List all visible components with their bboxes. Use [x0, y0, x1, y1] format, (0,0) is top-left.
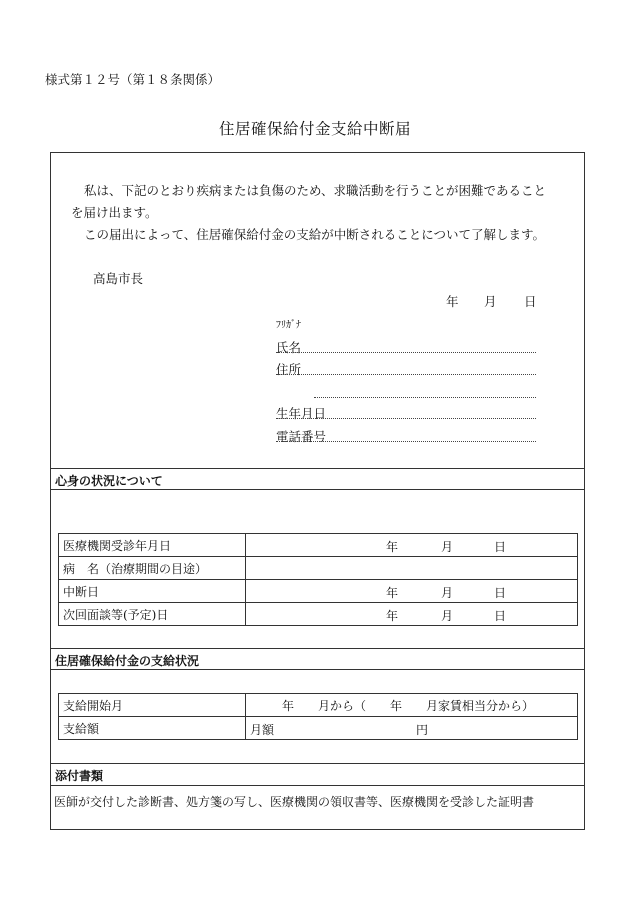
address-field[interactable]: [276, 374, 536, 375]
health-row-value[interactable]: [246, 603, 578, 626]
table-row: [59, 557, 578, 580]
divider: [51, 468, 584, 469]
submit-month-label: 月: [484, 294, 497, 309]
section-attachments-title: 添付書類: [55, 769, 104, 783]
health-row-label: 病 名（治療期間の目途）: [59, 557, 246, 580]
date-day-label: 日: [494, 586, 507, 600]
divider: [51, 763, 584, 764]
divider: [51, 648, 584, 649]
form-frame: [50, 152, 585, 830]
payment-table: [58, 693, 578, 740]
submit-day-label: 日: [524, 294, 537, 309]
payment-start-label: 支給開始月: [59, 694, 246, 717]
address-label: 住所: [276, 362, 302, 377]
name-field[interactable]: [276, 352, 536, 353]
table-row: [59, 534, 578, 557]
table-row: [59, 603, 578, 626]
phone-label: 電話番号: [276, 429, 327, 444]
form-number: 様式第１２号（第１８条関係）: [45, 72, 221, 87]
attachments-text: 医師が交付した診断書、処方箋の写し、医療機関の領収書等、医療機関を受診した証明書: [54, 795, 535, 809]
date-month-label: 月: [441, 609, 454, 623]
health-row-value[interactable]: [246, 534, 578, 557]
health-row-label: 次回面談等(予定)日: [59, 603, 246, 626]
section-health-title: 心身の状況について: [55, 474, 163, 488]
health-row-value[interactable]: [246, 580, 578, 603]
date-year-label: 年: [386, 586, 399, 600]
payment-start-value[interactable]: 年 月から（ 年 月家賃相当分から）: [246, 694, 578, 717]
furigana-label: ﾌﾘｶﾞﾅ: [276, 320, 301, 331]
table-row: [59, 717, 578, 740]
birthdate-label: 生年月日: [276, 406, 327, 421]
date-year-label: 年: [386, 540, 399, 554]
date-day-label: 日: [494, 540, 507, 554]
declaration-line-3: この届出によって、住居確保給付金の支給が中断されることについて了解します。: [84, 227, 546, 242]
table-row: [59, 694, 578, 717]
divider: [51, 489, 584, 490]
divider: [51, 669, 584, 670]
address-field-line-2[interactable]: [314, 397, 536, 398]
date-month-label: 月: [441, 540, 454, 554]
table-row: [59, 580, 578, 603]
section-payment-title: 住居確保給付金の支給状況: [55, 654, 200, 668]
declaration-line-1: 私は、下記のとおり疾病または負傷のため、求職活動を行うことが困難であること: [84, 183, 547, 198]
health-table: [58, 533, 578, 626]
health-row-label: 中断日: [59, 580, 246, 603]
birthdate-field[interactable]: [276, 418, 536, 419]
document-title: 住居確保給付金支給中断届: [218, 120, 411, 138]
payment-amount-label: 支給額: [59, 717, 246, 740]
amount-unit: 円: [416, 723, 429, 737]
payment-amount-value[interactable]: [246, 717, 578, 740]
submit-year-label: 年: [446, 294, 459, 309]
date-month-label: 月: [441, 586, 454, 600]
health-row-label: 医療機関受診年月日: [59, 534, 246, 557]
date-day-label: 日: [494, 609, 507, 623]
addressee: 高島市長: [93, 271, 144, 286]
name-label: 氏名: [276, 340, 302, 355]
declaration-line-2: を届け出ます。: [71, 205, 158, 220]
health-row-value[interactable]: [246, 557, 578, 580]
amount-prefix: 月額: [250, 723, 275, 737]
phone-field[interactable]: [276, 441, 536, 442]
divider: [51, 785, 584, 786]
date-year-label: 年: [386, 609, 399, 623]
